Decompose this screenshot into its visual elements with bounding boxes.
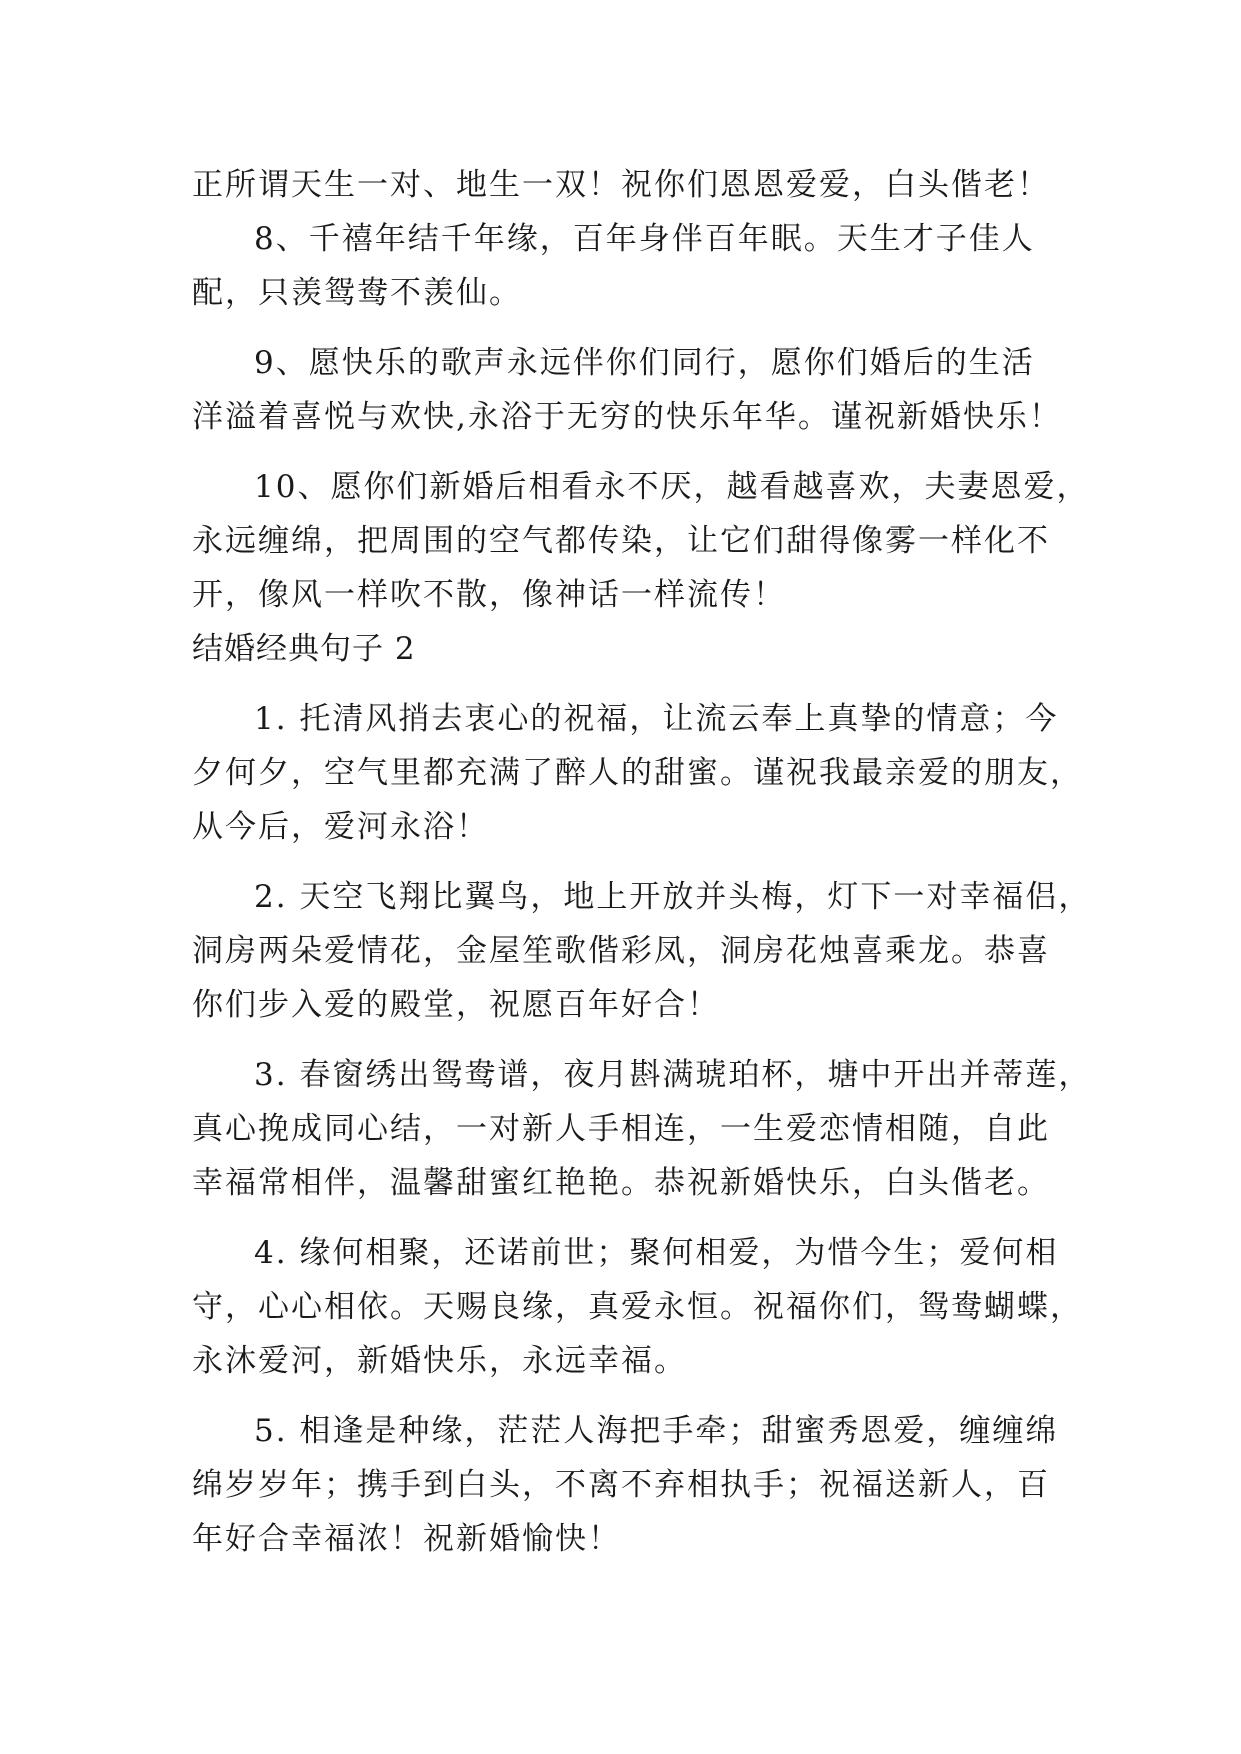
document-body — [192, 158, 1092, 1566]
paragraph-line: 守，心心相依。天赐良缘，真爱永恒。祝福你们，鸳鸯蝴蝶， — [192, 1289, 1083, 1325]
paragraph-line: 永远缠绵，把周围的空气都传染，让它们甜得像雾一样化不 — [192, 523, 1050, 559]
paragraph-line: 2. 天空飞翔比翼鸟，地上开放并头梅，灯下一对幸福侣， — [254, 879, 1092, 915]
paragraph-line: 8、千禧年结千年缘，百年身伴百年眠。天生才子佳人 — [254, 221, 1035, 257]
paragraph-line: 10、愿你们新婚后相看永不厌，越看越喜欢，夫妻恩爱， — [254, 469, 1090, 505]
paragraph-line: 年好合幸福浓！祝新婚愉快！ — [192, 1521, 621, 1557]
paragraph-line: 幸福常相伴，温馨甜蜜红艳艳。恭祝新婚快乐，白头偕老。 — [192, 1165, 1050, 1201]
paragraph-line: 洋溢着喜悦与欢快,永浴于无穷的快乐年华。谨祝新婚快乐！ — [192, 399, 1062, 435]
paragraph-line: 永沐爱河，新婚快乐，永远幸福。 — [192, 1343, 687, 1379]
section-heading: 结婚经典句子 2 — [192, 631, 416, 667]
paragraph-line: 真心挽成同心结，一对新人手相连，一生爱恋情相随，自此 — [192, 1111, 1050, 1147]
paragraph-line: 你们步入爱的殿堂，祝愿百年好合！ — [192, 987, 720, 1023]
paragraph-line: 9、愿快乐的歌声永远伴你们同行，愿你们婚后的生活 — [254, 345, 1035, 381]
paragraph-line: 正所谓天生一对、地生一双！祝你们恩恩爱爱，白头偕老！ — [192, 167, 1050, 203]
paragraph-line: 夕何夕，空气里都充满了醉人的甜蜜。谨祝我最亲爱的朋友， — [192, 755, 1083, 791]
paragraph-line: 3. 春窗绣出鸳鸯谱，夜月斟满琥珀杯，塘中开出并蒂莲， — [254, 1057, 1092, 1093]
paragraph-line: 1. 托清风捎去衷心的祝福，让流云奉上真挚的情意；今 — [254, 701, 1059, 737]
paragraph-line: 4. 缘何相聚，还诺前世；聚何相爱，为惜今生；爱何相 — [254, 1235, 1059, 1271]
paragraph-line: 5. 相逢是种缘，茫茫人海把手牵；甜蜜秀恩爱，缠缠绵 — [254, 1413, 1059, 1449]
paragraph-line: 从今后，爱河永浴！ — [192, 809, 489, 845]
paragraph-line: 绵岁岁年；携手到白头，不离不弃相执手；祝福送新人，百 — [192, 1467, 1050, 1503]
paragraph-line: 开，像风一样吹不散，像神话一样流传！ — [192, 577, 786, 613]
paragraph-line: 洞房两朵爱情花，金屋笙歌偕彩凤，洞房花烛喜乘龙。恭喜 — [192, 933, 1050, 969]
paragraph-line: 配，只羡鸳鸯不羡仙。 — [192, 275, 522, 311]
